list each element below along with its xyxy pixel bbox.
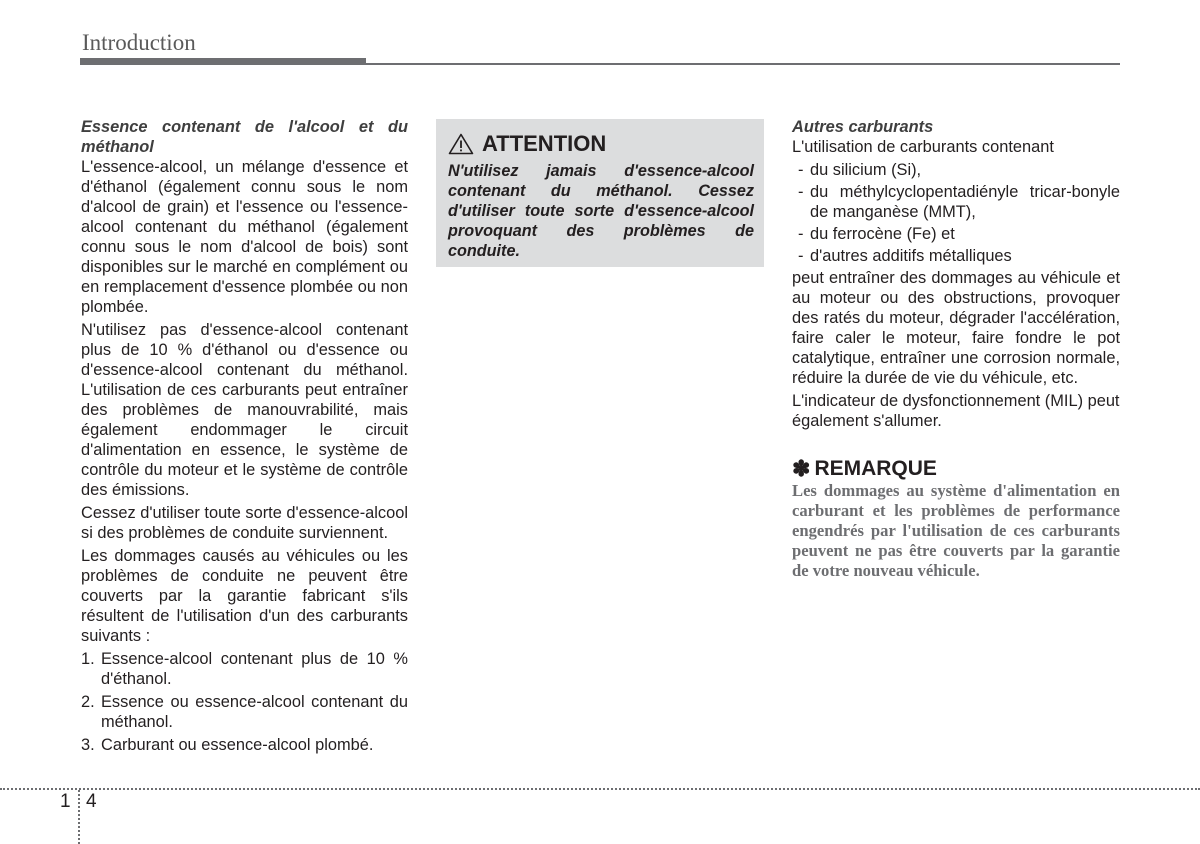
list-dash: -: [798, 225, 804, 243]
list-number: 3.: [81, 736, 95, 754]
list-text: du silicium (Si),: [810, 161, 922, 179]
list-text: du méthylcyclopentadiénylе tricar-bonyle de manganèse (MMT),: [810, 183, 1120, 221]
warning-box: [436, 119, 764, 267]
paragraph: N'utilisez pas d'essence-alcool contenant plus de 10 % d'éthanol ou d'essence ou d'essence-alcool contenant du méthanol. L'utilisation de ces carburants peut entraîner des problèmes de manouvrabilité, mais également endommager le circuit d'alimentation en essence, le système de contrôle du moteur et le système de contrôle des émissions.: [81, 321, 408, 499]
note-title: REMARQUE: [814, 457, 937, 480]
paragraph: L'indicateur de dysfonctionnement (MIL) peut également s'allumer.: [792, 392, 1120, 430]
list-text: Carburant ou essence-alcool plombé.: [101, 736, 374, 754]
list-dash: -: [798, 247, 804, 265]
paragraph: L'utilisation de carburants contenant: [792, 138, 1054, 156]
list-dash: -: [798, 161, 804, 179]
note-star-icon: ✽: [792, 456, 811, 481]
list-text: du ferrocène (Fe) et: [810, 225, 955, 243]
warning-header: [448, 129, 754, 159]
note-header: [792, 456, 1120, 481]
list-item: [798, 224, 1120, 244]
page-number: 4: [86, 791, 97, 812]
list-text: d'autres additifs métalliques: [810, 247, 1012, 265]
footer-vertical-divider: [78, 790, 80, 844]
header-rule-thin: [366, 63, 1120, 65]
footer-divider: [0, 788, 1200, 790]
list-item: [81, 649, 408, 689]
warning-title: ATTENTION: [482, 131, 607, 156]
list-item: [81, 692, 408, 732]
list-item: [798, 182, 1120, 222]
paragraph: Les dommages causés au véhicules ou les problèmes de conduite ne peuvent être couverts par la garantie fabricant s'ils résultent de l'utilisation d'un des carburants suivants :: [81, 547, 408, 645]
list-item: [81, 735, 408, 755]
paragraph: peut entraîner des dommages au véhicule et au moteur ou des obstructions, provoquer des ratés du moteur, dégrader l'accélération, faire caler le moteur, faire fondre le pot catalytique, entraîner une corrosion normale, réduire la durée de vie du véhicule, etc.: [792, 269, 1120, 387]
header-rule-thick: [80, 58, 366, 65]
paragraph: L'essence-alcool, un mélange d'essence et d'éthanol (également connu sous le nom d'alcool de grain) et l'essence ou l'essence-alcool contenant du méthanol (également connu sous le nom d'alcool de bois) sont disponibles sur le marché en complément ou en remplacement d'essence plombée ou non plombée.: [81, 158, 408, 316]
paragraph: Cessez d'utiliser toute sorte d'essence-alcool si des problèmes de conduite surviennent.: [81, 504, 408, 542]
note-text: Les dommages au système d'alimentation en carburant et les problèmes de performance engendrés par l'utilisation de ces carburants peuvent ne pas être couverts par la garantie de votre nouveau véhicule.: [792, 481, 1120, 580]
list-item: [798, 160, 1120, 180]
list-text: Essence ou essence-alcool contenant du méthanol.: [101, 693, 408, 731]
right-column: [792, 117, 1120, 581]
section-subheading: Autres carburants: [792, 118, 934, 136]
warning-text: N'utilisez jamais d'essence-alcool contenant du méthanol. Cessez d'utiliser toute sorte d'essence-alcool provoquant des problèmes de conduite.: [448, 162, 754, 260]
list-number: 1.: [81, 650, 95, 668]
header-title: Introduction: [82, 30, 196, 55]
section-number: 1: [60, 791, 71, 812]
list-number: 2.: [81, 693, 95, 711]
warning-triangle-icon: [448, 133, 474, 155]
list-text: Essence-alcool contenant plus de 10 % d'éthanol.: [101, 650, 408, 688]
section-subheading: Essence contenant de l'alcool et du méthanol: [81, 118, 408, 156]
list-dash: -: [798, 183, 804, 201]
list-item: [798, 246, 1120, 266]
left-column: [81, 117, 408, 758]
